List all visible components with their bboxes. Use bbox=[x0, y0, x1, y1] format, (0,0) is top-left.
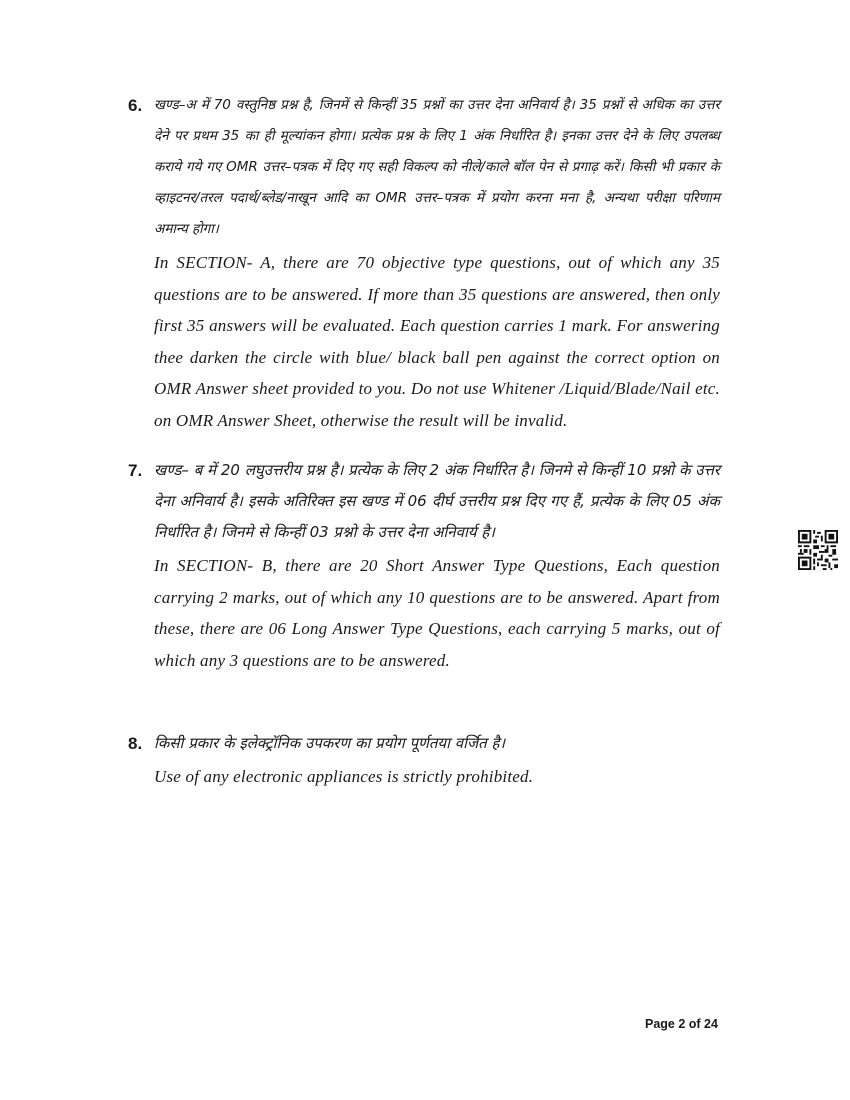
instruction-hindi-text: खण्ड–अ में 70 वस्तुनिष्ठ प्रश्न है, जिनमें से किन्हीं 35 प्रश्नों का उत्तर देना अनिवार्य है। 35 प्रश्नों से अधिक का उत्तर देने पर प्रथम 35 का ही मूल्यांकन होगा। प्रत्येक प्रश्न के लिए 1 अंक निर्धारित है। इनका उत्तर देने के लिए उपलब्ध कराये गये गए OMR उत्तर–पत्रक में दिए गए सही विकल्प को नीले/काले बॉल पेन से प्रगाढ़ करें। किसी भी प्रकार के व्हाइटनर/तरल पदार्थ/ब्लेड/नाखून आदि का OMR उत्तर–पत्रक में प्रयोग करना मना है, अन्यथा परीक्षा परिणाम अमान्य होगा। bbox=[154, 97, 720, 237]
instruction-number: 7. bbox=[128, 461, 143, 480]
instruction-english-text: In SECTION- B, there are 20 Short Answer Type Questions, Each question carrying 2 marks, out of which any 10 questions are to be answered. Apart from these, there are 06 Long Answer Type Questions, each carrying 5 marks, out of which any 3 questions are to be answered. bbox=[154, 556, 720, 670]
instruction-6 bbox=[128, 90, 720, 436]
instruction-number: 6. bbox=[128, 96, 143, 115]
qr-code-icon bbox=[798, 530, 838, 570]
page-number: Page 2 of 24 bbox=[645, 1017, 718, 1031]
instruction-english-text: Use of any electronic appliances is strictly prohibited. bbox=[154, 767, 534, 786]
instruction-number: 8. bbox=[128, 734, 143, 753]
instruction-hindi-text: किसी प्रकार के इलेक्ट्रॉनिक उपकरण का प्रयोग पूर्णतया वर्जित है। bbox=[154, 734, 506, 752]
instruction-english-text: In SECTION- A, there are 70 objective type questions, out of which any 35 questions are to be answered. If more than 35 questions are answered, then only first 35 answers will be evaluated. Each question carries 1 mark. For answering thee darken the circle with blue/ black ball pen against the correct option on OMR Answer sheet provided to you. Do not use Whitener /Liquid/Blade/Nail etc. on OMR Answer Sheet, otherwise the result will be invalid. bbox=[154, 253, 720, 430]
instruction-hindi-text: खण्ड– ब में 20 लघुउत्तरीय प्रश्न है। प्रत्येक के लिए 2 अंक निर्धारित है। जिनमे से किन्हीं 10 प्रश्नो के उत्तर देना अनिवार्य है। इसके अतिरिक्त इस खण्ड में 06 दीर्घ उत्तरीय प्रश्न दिए गए हैं, प्रत्येक के लिए 05 अंक निर्धारित है। जिनमे से किन्हीं 03 प्रश्नो के उत्तर देना अनिवार्य है। bbox=[154, 461, 720, 541]
instruction-7 bbox=[128, 455, 720, 676]
instruction-8 bbox=[128, 728, 720, 793]
